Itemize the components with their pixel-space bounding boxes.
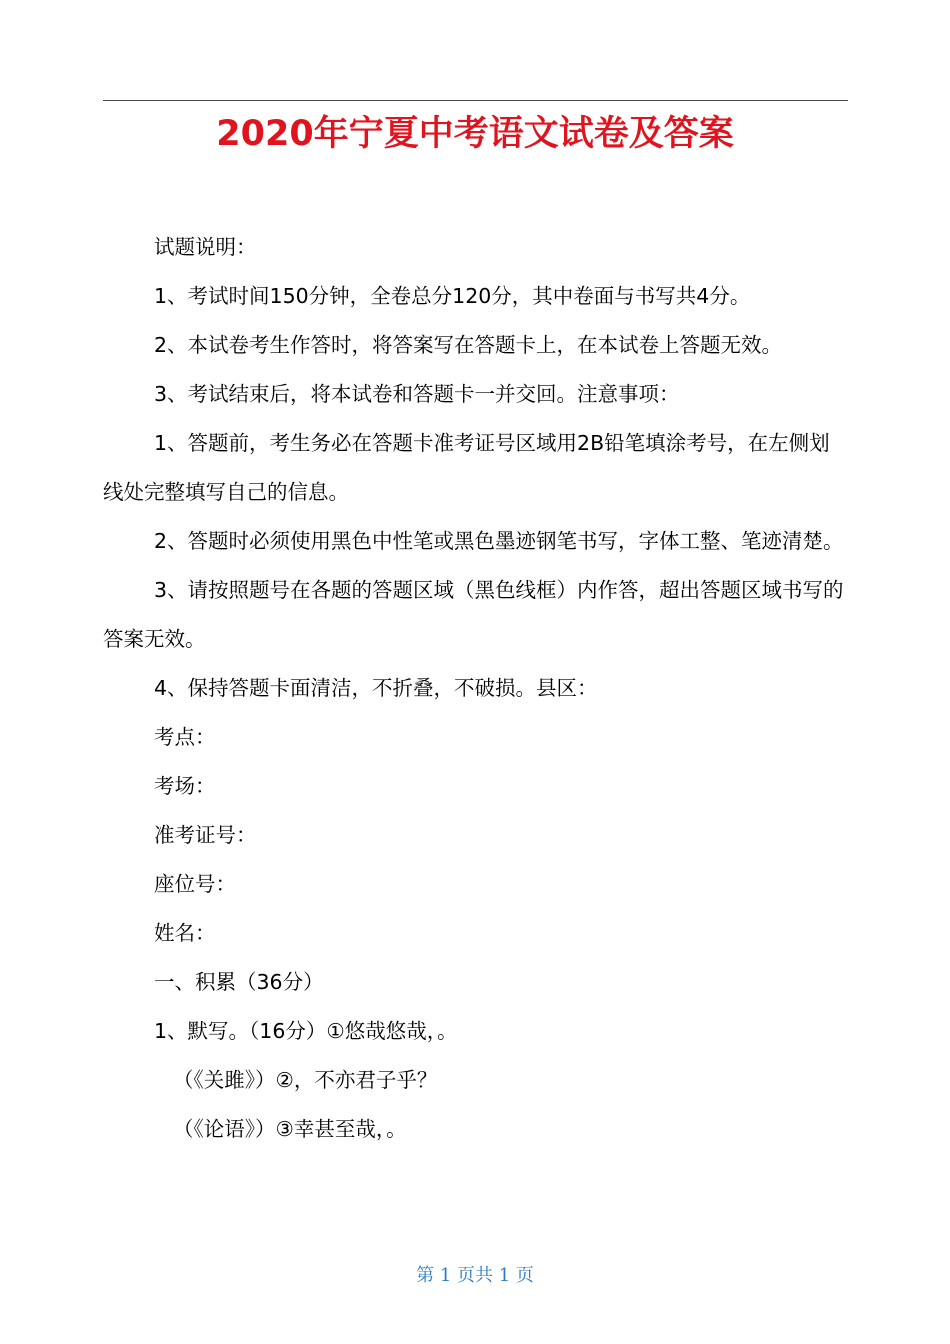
instruction-item: 2、本试卷考生作答时，将答案写在答题卡上，在本试卷上答题无效。 [154, 333, 783, 357]
header-rule [103, 100, 848, 101]
question-line: （《论语》）③幸甚至哉，。 [173, 1117, 407, 1141]
notice-item: 3、请按照题号在各题的答题区域（黑色线框）内作答，超出答题区域书写的答案无效。 [103, 578, 844, 651]
instruction-item: 3、考试结束后，将本试卷和答题卡一并交回。注意事项： [154, 382, 680, 406]
instruction-item: 1、考试时间150分钟，全卷总分120分，其中卷面与书写共4分。 [154, 284, 751, 308]
field-label-admission-number: 准考证号： [154, 823, 257, 847]
question-line: （《关雎》）②，不亦君子乎？ [173, 1068, 438, 1092]
section-heading: 一、积累（36分） [154, 970, 324, 994]
field-label-seat-number: 座位号： [154, 872, 236, 896]
notice-item: 1、答题前，考生务必在答题卡准考证号区域用2B铅笔填涂考号，在左侧划线处完整填写自己的信息。 [103, 431, 830, 504]
field-label-exam-site: 考点： [154, 725, 216, 749]
field-label-exam-room: 考场： [154, 774, 216, 798]
instructions-heading: 试题说明： [154, 235, 257, 259]
document-body [103, 223, 848, 1154]
page-footer: 第 1 页共 1 页 [416, 1265, 534, 1286]
notice-item: 2、答题时必须使用黑色中性笔或黑色墨迹钢笔书写，字体工整、笔迹清楚。 [154, 529, 844, 553]
document-title: 2020年宁夏中考语文试卷及答案 [216, 114, 734, 154]
question-item: 1、默写。（16分）①悠哉悠哉，。 [154, 1019, 458, 1043]
notice-item: 4、保持答题卡面清洁，不折叠，不破损。县区： [154, 676, 598, 700]
field-label-name: 姓名： [154, 921, 216, 945]
